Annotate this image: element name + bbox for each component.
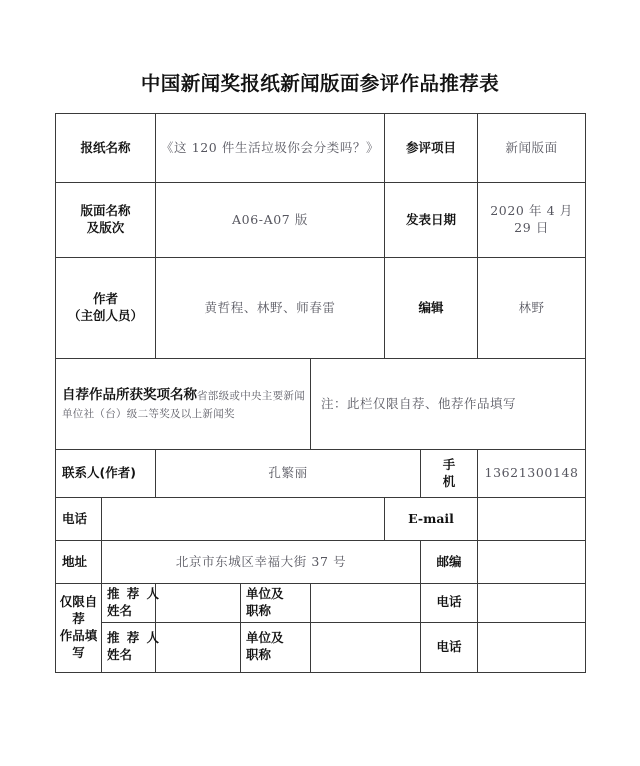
label-page-name-line1: 版面名称	[80, 203, 131, 219]
table-row-newspaper-name	[56, 114, 586, 183]
table-row-page-name	[56, 183, 586, 258]
label-recommender-name-2-line1: 推荐人	[107, 630, 159, 646]
value-publish-date[interactable]: 2020 年 4 月 29 日	[478, 183, 586, 258]
value-mobile[interactable]: 13621300148	[478, 450, 586, 498]
label-telephone: 电话	[56, 498, 102, 541]
value-recommender-org-2[interactable]	[311, 622, 421, 672]
label-authors-line1: 作者	[93, 291, 119, 307]
table-row-contact	[56, 450, 586, 498]
label-editor: 编辑	[385, 258, 478, 359]
table-row-recommender-2	[56, 622, 586, 672]
label-authors-line2: （主创人员）	[68, 308, 144, 323]
label-contact-person: 联系人(作者)	[56, 450, 156, 498]
label-publish-date: 发表日期	[385, 183, 478, 258]
label-recommender-name-1-line1: 推荐人	[107, 586, 159, 601]
label-recommender-org-1	[241, 584, 311, 623]
label-self-recommend-line2: 作品填写	[59, 627, 98, 660]
value-address[interactable]: 北京市东城区幸福大街 37 号	[102, 541, 421, 584]
label-recommender-name-2-line2: 姓名	[107, 647, 133, 663]
value-recommender-phone-1[interactable]	[478, 584, 586, 623]
label-recommender-phone-1: 电话	[421, 584, 478, 623]
label-address: 地址	[56, 541, 102, 584]
label-award-name-small: 省部级或中央主要新闻单位社（台）级二等奖及以上新闻奖	[62, 390, 305, 420]
label-page-name	[56, 183, 156, 258]
note-award: 注：此栏仅限自荐、他荐作品填写	[311, 359, 586, 450]
label-self-recommend-only	[56, 584, 102, 673]
value-postcode[interactable]	[478, 541, 586, 584]
value-contact-person[interactable]: 孔繁丽	[156, 450, 421, 498]
value-email[interactable]	[478, 498, 586, 541]
value-newspaper-name[interactable]: 《这 120 件生活垃圾你会分类吗？》	[156, 114, 385, 183]
label-self-recommend-line1: 仅限自荐	[59, 594, 98, 626]
label-recommender-org-2-line1: 单位及	[246, 630, 284, 646]
table-row-recommender-1	[56, 584, 586, 623]
value-recommender-name-1[interactable]	[156, 584, 241, 623]
value-editor[interactable]: 林野	[478, 258, 586, 359]
table-row-award	[56, 359, 586, 450]
value-recommender-org-1[interactable]	[311, 584, 421, 623]
label-recommender-phone-2: 电话	[421, 622, 478, 672]
value-telephone[interactable]	[102, 498, 385, 541]
label-mobile-char1: 手	[442, 456, 456, 472]
label-postcode: 邮编	[421, 541, 478, 584]
label-award-name-strong: 自荐作品所获奖项名称	[62, 387, 197, 404]
label-recommender-org-1-line2: 职称	[246, 602, 272, 618]
label-recommender-org-2-line2: 职称	[246, 647, 272, 663]
label-authors	[56, 258, 156, 359]
value-recommender-phone-2[interactable]	[478, 622, 586, 672]
label-mobile	[421, 450, 478, 498]
table-row-authors	[56, 258, 586, 359]
table-row-telephone-email	[56, 498, 586, 541]
value-page-name[interactable]: A06-A07 版	[156, 183, 385, 258]
page-title: 中国新闻奖报纸新闻版面参评作品推荐表	[140, 72, 500, 95]
label-award-name	[56, 359, 311, 450]
label-entry-category: 参评项目	[385, 114, 478, 183]
value-entry-category[interactable]: 新闻版面	[478, 114, 586, 183]
label-recommender-org-2	[241, 622, 311, 672]
label-recommender-name-1	[102, 584, 159, 623]
value-recommender-name-2[interactable]	[156, 622, 241, 672]
label-newspaper-name: 报纸名称	[56, 114, 156, 183]
label-recommender-name-1-line2: 姓名	[107, 602, 133, 618]
label-page-name-line2: 及版次	[86, 220, 125, 235]
label-recommender-org-1-line1: 单位及	[246, 586, 284, 601]
table-row-address	[56, 541, 586, 584]
label-recommender-name-2	[102, 622, 159, 672]
recommendation-form-table	[55, 113, 586, 673]
value-authors[interactable]: 黄哲程、林野、师春雷	[156, 258, 385, 359]
label-mobile-char2: 机	[442, 473, 456, 489]
label-email: E-mail	[385, 498, 478, 541]
